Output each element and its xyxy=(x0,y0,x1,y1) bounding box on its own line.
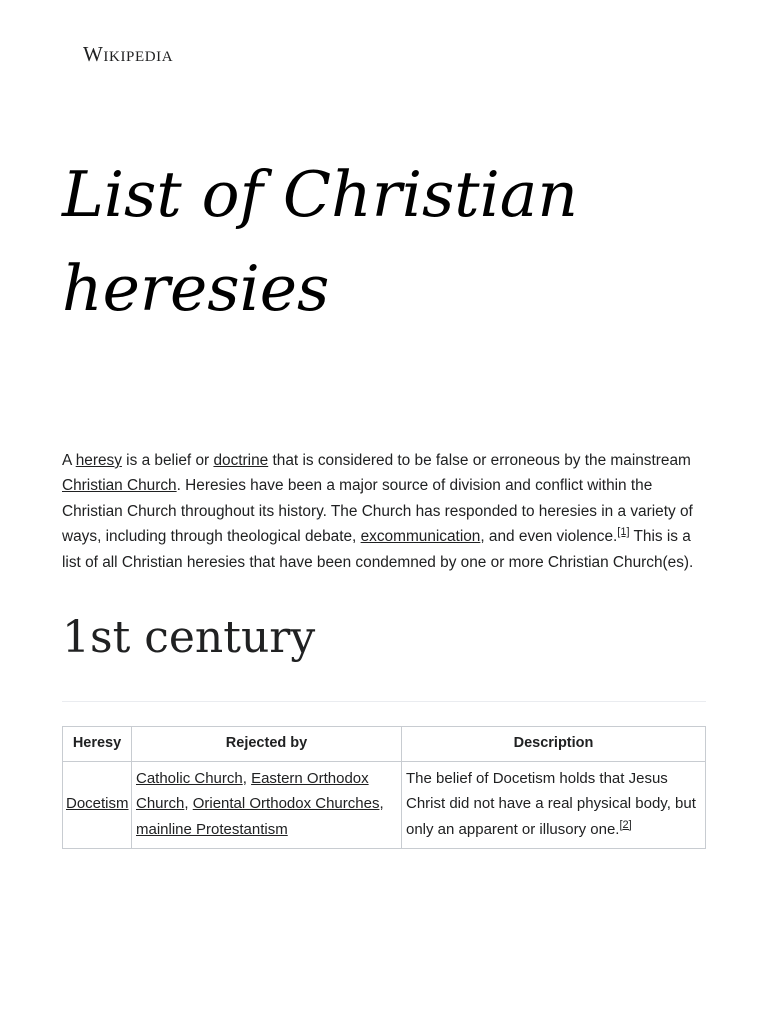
christian-church-link[interactable]: Christian Church xyxy=(62,477,177,495)
doctrine-link[interactable]: doctrine xyxy=(213,452,269,469)
citation-link-1[interactable]: [1] xyxy=(617,526,630,539)
heresy-cell xyxy=(63,761,132,849)
intro-text: that is considered to be false or erroneous by the mainstream xyxy=(268,452,691,469)
intro-text: . Heresies have been a major source of division and conflict within the Christian Church throughout its history. The Church has responded to heresies in a variety of ways, including through theological debate, xyxy=(62,477,693,546)
eastern-orthodox-church-link[interactable]: Eastern Orthodox Church xyxy=(136,769,369,812)
column-header-heresy: Heresy xyxy=(63,727,132,762)
section-heading-1st-century: 1st century xyxy=(62,612,316,663)
heresy-link[interactable]: heresy xyxy=(75,452,122,469)
oriental-orthodox-churches-link[interactable]: Oriental Orthodox Churches xyxy=(192,795,380,812)
column-header-rejected-by: Rejected by xyxy=(132,727,402,762)
rejected-by-cell xyxy=(132,761,402,849)
excommunication-link[interactable]: excommunication xyxy=(360,528,481,546)
description-text: The belief of Docetism holds that Jesus Christ did not have a real physical body, but only an apparent or illusory one. xyxy=(406,769,696,838)
docetism-link[interactable]: Docetism xyxy=(66,795,129,812)
description-cell xyxy=(402,761,706,849)
section-divider xyxy=(62,701,706,702)
catholic-church-link[interactable]: Catholic Church xyxy=(136,769,243,787)
wikipedia-logo[interactable]: Wikipedia xyxy=(83,42,174,66)
column-header-description: Description xyxy=(402,727,706,762)
intro-text: is a belief or xyxy=(121,452,214,469)
intro-text: , and even violence. xyxy=(480,528,618,546)
list-separator: , xyxy=(379,795,384,812)
intro-paragraph xyxy=(62,448,712,575)
intro-text: A xyxy=(62,452,76,469)
table-header-row xyxy=(63,727,706,762)
mainline-protestantism-link[interactable]: mainline Protestantism xyxy=(136,820,288,838)
table-row xyxy=(63,761,706,849)
intro-text: This is a list of all Christian heresies that have been condemned by one or more Christian Church(es). xyxy=(62,528,694,571)
list-separator: , xyxy=(184,795,193,812)
heresy-table xyxy=(62,726,706,849)
page-title: List of Christian heresies xyxy=(62,158,578,325)
list-separator: , xyxy=(242,769,252,787)
citation-link-2[interactable]: [2] xyxy=(619,818,632,831)
